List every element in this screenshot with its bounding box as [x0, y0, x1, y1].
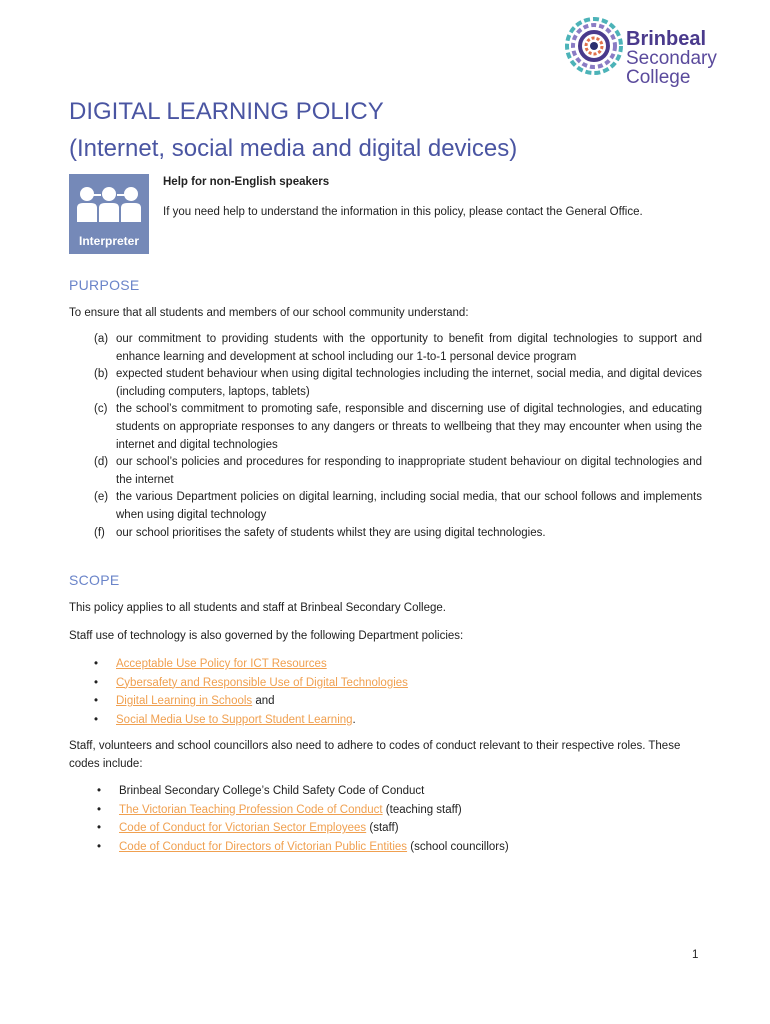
list-marker: (c): [94, 403, 108, 416]
scope-para-1: This policy applies to all students and staff at Brinbeal Secondary College.: [69, 602, 446, 614]
list-item-text: expected student behaviour when using digital technologies including the internet, social media, and digital devices (including computers, laptops, tablets): [116, 368, 702, 398]
bullet-icon: •: [94, 695, 99, 707]
list-item: [94, 655, 714, 674]
list-item-text: the various Department policies on digital learning, including social media, that our school follows and implements when using digital technology: [116, 491, 702, 521]
page-title: [69, 93, 709, 167]
list-marker: (e): [94, 491, 109, 504]
list-item-suffix: .: [352, 713, 356, 726]
codes-list: [97, 782, 717, 856]
list-item-suffix: (school councillors): [407, 840, 509, 853]
list-item: [94, 331, 702, 366]
bullet-icon: •: [97, 822, 102, 834]
list-item: [94, 525, 702, 543]
policy-link-cybersafety[interactable]: Cybersafety and Responsible Use of Digital Technologies: [116, 676, 408, 689]
department-policies-list: [94, 655, 714, 729]
list-item-suffix: (staff): [366, 822, 399, 834]
list-item: [97, 819, 717, 838]
interpreter-icon: [69, 174, 149, 234]
bullet-icon: •: [94, 713, 99, 726]
list-item-suffix: (teaching staff): [382, 803, 462, 816]
policy-link-social-media[interactable]: Social Media Use to Support Student Learning: [116, 713, 353, 726]
scope-para-3: Staff, volunteers and school councillors also need to adhere to codes of conduct relevant to their respective roles. These codes include:: [69, 740, 681, 770]
list-item-text: our school’s policies and procedures for responding to inappropriate student behaviour on digital technologies and the internet: [116, 456, 702, 486]
purpose-intro: To ensure that all students and members of our school community understand:: [69, 307, 469, 319]
list-marker: (a): [94, 333, 109, 345]
bullet-icon: •: [94, 676, 99, 689]
bullet-icon: •: [94, 658, 99, 670]
code-link-sector-employees[interactable]: Code of Conduct for Victorian Sector Employees: [119, 822, 367, 834]
purpose-heading: PURPOSE: [69, 277, 140, 293]
list-item: [94, 401, 702, 454]
list-marker: (d): [94, 456, 109, 469]
logo-subtitle-1: Secondary: [626, 48, 717, 69]
logo-subtitle-2: College: [626, 67, 691, 88]
list-item: [97, 801, 717, 820]
list-marker: (f): [94, 526, 105, 539]
help-text: If you need help to understand the information in this policy, please contact the General Office.: [163, 206, 643, 218]
bullet-icon: •: [97, 803, 102, 816]
interpreter-badge: [69, 174, 149, 254]
bullet-icon: •: [97, 840, 102, 853]
list-item: [94, 454, 702, 489]
title-line-2: (Internet, social media and digital devices): [69, 135, 518, 162]
code-link-teaching-profession[interactable]: The Victorian Teaching Profession Code of Conduct: [119, 803, 383, 816]
logo-name: Brinbeal: [626, 28, 707, 50]
title-line-1: DIGITAL LEARNING POLICY: [69, 98, 384, 125]
interpreter-label: Interpreter: [78, 234, 140, 248]
policy-link-acceptable-use[interactable]: Acceptable Use Policy for ICT Resources: [116, 658, 327, 670]
purpose-list: [94, 331, 702, 542]
list-item: [94, 711, 714, 730]
list-item: [94, 366, 702, 401]
list-item-suffix: and: [252, 695, 275, 707]
code-link-directors[interactable]: Code of Conduct for Directors of Victorian Public Entities: [119, 840, 408, 853]
list-item-text: our school prioritises the safety of students whilst they are using digital technologies.: [116, 526, 546, 539]
policy-link-digital-learning[interactable]: Digital Learning in Schools: [116, 695, 253, 707]
list-item-text: the school’s commitment to promoting safe, responsible and discerning use of digital technologies, and educating students on appropriate responses to any dangers or threats to wellbeing that they may encounter when using the internet and digital technologies: [116, 403, 702, 451]
scope-heading: SCOPE: [69, 572, 120, 588]
list-item-text: our commitment to providing students with the opportunity to benefit from digital technologies to support and enhance learning and development at school including our 1-to-1 personal device program: [116, 333, 702, 363]
list-item-text: Brinbeal Secondary College’s Child Safety Code of Conduct: [119, 785, 425, 797]
page-number: 1: [692, 949, 699, 961]
scope-para-2: Staff use of technology is also governed by the following Department policies:: [69, 630, 464, 642]
school-emblem-icon: [562, 14, 626, 78]
bullet-icon: •: [97, 785, 102, 797]
list-marker: (b): [94, 368, 109, 381]
list-item: [97, 782, 717, 801]
list-item: [97, 838, 717, 857]
list-item: [94, 692, 714, 711]
help-title: Help for non-English speakers: [163, 176, 330, 188]
list-item: [94, 674, 714, 693]
school-logo: [562, 14, 742, 92]
list-item: [94, 489, 702, 524]
